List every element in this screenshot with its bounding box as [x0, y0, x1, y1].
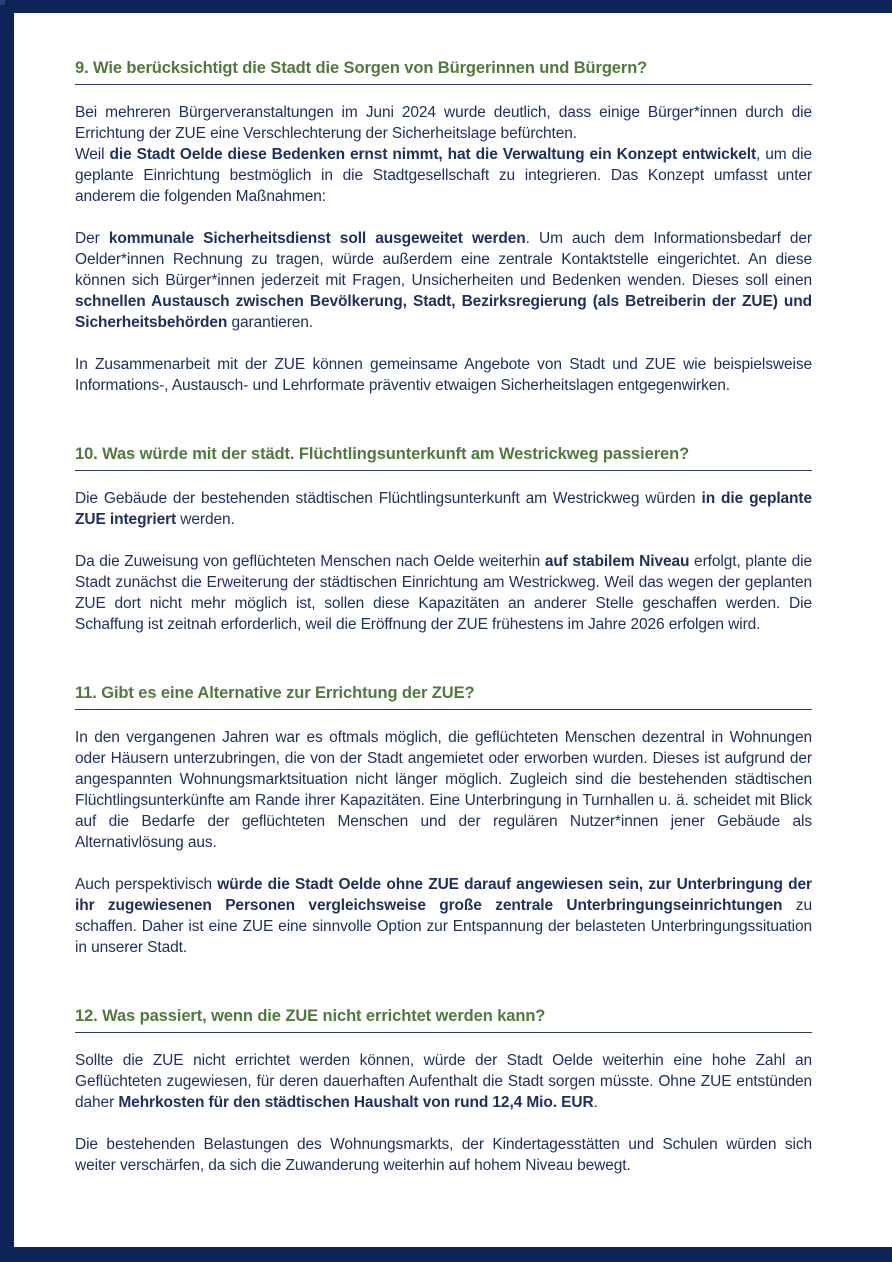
text-run-bold: in die geplante ZUE integriert	[75, 490, 813, 528]
text-run: erfolgt, plante die Stadt zunächst die Erweiterung der städtischen Einrichtung am Westrickweg. Weil das wegen der geplanten ZUE dort nicht mehr möglich ist, sollen diese Kapazitäten an anderer Stelle geschaffen werden. Die Schaffung ist zeitnah erforderlich, weil die Eröffnung der ZUE frühestens im Jahre 2026 erfolgen wird.	[75, 553, 812, 633]
paragraph	[75, 354, 812, 396]
text-run: In Zusammenarbeit mit der ZUE können gemeinsame Angebote von Stadt und ZUE wie beispielsweise Informations-, Austausch- und Lehrformate präventiv etwaigen Sicherheitslagen entgegenwirken.	[75, 356, 812, 394]
heading-underline	[75, 470, 812, 471]
heading-underline	[75, 1032, 812, 1033]
paragraph	[75, 874, 812, 958]
text-run-bold: auf stabilem Niveau	[544, 553, 690, 570]
document-content	[75, 58, 812, 1176]
section-heading: 10. Was würde mit der städt. Flüchtlingsunterkunft am Westrickweg passieren?	[75, 445, 690, 463]
paragraph	[75, 1134, 812, 1176]
text-run: Weil	[75, 146, 110, 163]
paragraph	[75, 144, 812, 207]
text-run-bold: würde die Stadt Oelde ohne ZUE darauf angewiesen sein, zur Unterbringung der ihr zugewiesenen Personen vergleichsweise große zentrale Unterbringungseinrichtungen	[75, 876, 812, 914]
faq-section-12	[75, 1006, 812, 1176]
text-run-bold: die Stadt Oelde diese Bedenken ernst nimmt, hat die Verwaltung ein Konzept entwickelt	[109, 146, 756, 163]
paragraph	[75, 228, 812, 333]
text-run: werden.	[176, 511, 235, 528]
text-run: , um die geplante Einrichtung bestmöglich in die Stadtgesellschaft zu integrieren. Das Konzept umfasst unter anderem die folgenden Maßnahmen:	[75, 146, 812, 205]
paragraph	[75, 1050, 812, 1113]
paragraph	[75, 488, 812, 530]
section-heading: 12. Was passiert, wenn die ZUE nicht errichtet werden kann?	[75, 1007, 546, 1025]
heading-underline	[75, 84, 812, 85]
paragraph	[75, 551, 812, 635]
text-run: Die Gebäude der bestehenden städtischen Flüchtlingsunterkunft am Westrickweg würden	[75, 490, 702, 507]
text-run: garantieren.	[227, 314, 314, 331]
text-run: Bei mehreren Bürgerveranstaltungen im Juni 2024 wurde deutlich, dass einige Bürger*innen durch die Errichtung der ZUE eine Verschlechterung der Sicherheitslage befürchten.	[75, 104, 812, 142]
text-run-bold: kommunale Sicherheitsdienst soll ausgeweitet werden	[108, 230, 526, 247]
heading-underline	[75, 709, 812, 710]
faq-section-9	[75, 58, 812, 396]
text-run-bold: schnellen Austausch zwischen Bevölkerung, Stadt, Bezirksregierung (als Betreiberin der ZUE) und Sicherheitsbehörden	[75, 293, 812, 331]
section-heading: 9. Wie berücksichtigt die Stadt die Sorgen von Bürgerinnen und Bürgern?	[75, 59, 648, 77]
text-run: Auch perspektivisch	[75, 876, 218, 893]
page-border-top	[0, 0, 892, 13]
faq-section-10	[75, 444, 812, 635]
text-run: zu schaffen. Daher ist eine ZUE eine sinnvolle Option zur Entspannung der belasteten Unterbringungssituation in unserer Stadt.	[75, 897, 812, 956]
text-run: .	[593, 1094, 598, 1111]
page-border-left	[0, 0, 14, 1262]
text-run-bold: Mehrkosten für den städtischen Haushalt von rund 12,4 Mio. EUR	[118, 1094, 594, 1111]
page-border-corner	[0, 0, 5, 5]
paragraph	[75, 102, 812, 144]
text-run: Die bestehenden Belastungen des Wohnungsmarkts, der Kindertagesstätten und Schulen würden sich weiter verschärfen, da sich die Zuwanderung weiterhin auf hohem Niveau bewegt.	[75, 1136, 812, 1174]
paragraph	[75, 727, 812, 853]
text-run: Sollte die ZUE nicht errichtet werden können, würde der Stadt Oelde weiterhin eine hohe Zahl an Geflüchteten zugewiesen, für deren dauerhaften Aufenthalt die Stadt sorgen müsste. Ohne ZUE entstünden daher	[75, 1052, 812, 1111]
text-run: . Um auch dem Informationsbedarf der Oelder*innen Rechnung zu tragen, würde außerdem eine zentrale Kontaktstelle eingerichtet. An diese können sich Bürger*innen jederzeit mit Fragen, Unsicherheiten und Bedenken wenden. Dieses soll einen	[75, 230, 812, 289]
text-run: Da die Zuweisung von geflüchteten Menschen nach Oelde weiterhin	[75, 553, 545, 570]
faq-section-11	[75, 683, 812, 958]
text-run: Der	[75, 230, 109, 247]
text-run: In den vergangenen Jahren war es oftmals möglich, die geflüchteten Menschen dezentral in Wohnungen oder Häusern unterzubringen, die von der Stadt angemietet oder erworben wurden. Dieses ist aufgrund der angespannten Wohnungsmarktsituation nicht länger möglich. Zugleich sind die bestehenden städtischen Flüchtlingsunterkünfte am Rande ihrer Kapazitäten. Eine Unterbringung in Turnhallen u. ä. scheidet mit Blick auf die Bedarfe der geflüchteten Menschen und der regulären Nutzer*innen jener Gebäude als Alternativlösung aus.	[75, 729, 812, 851]
section-heading: 11. Gibt es eine Alternative zur Errichtung der ZUE?	[75, 684, 475, 702]
page-border-bottom	[0, 1247, 892, 1262]
